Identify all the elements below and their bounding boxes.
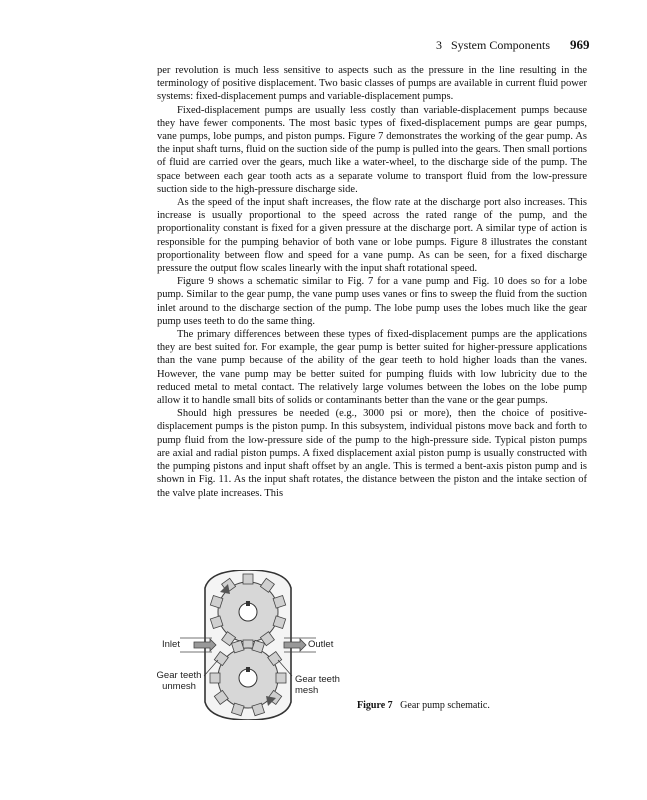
inlet-label: Inlet [162, 639, 180, 650]
paragraph: Should high pressures be needed (e.g., 3000 psi or more), then the choice of positive-displacement pumps is the piston pump. In this subsystem, individual pistons move back and forth to pump fluid from the low-pressure side of the pump to the high-pressure side. Typical piston pumps are axial and radial piston pumps. A fixed displacement axial piston pump is usually constructed with the pumping pistons and input shaft offset by an angle. This is termed a bent-axis piston pump and is shown in Fig. 11. As the input shaft rotates, the distance between the piston and the intake section of the valve plate increases. This [157, 408, 587, 499]
section-title: 3 System Components [436, 38, 551, 52]
inlet-port [180, 638, 216, 652]
running-header [0, 38, 647, 54]
paragraph: Figure 9 shows a schematic similar to Fig. 7 for a vane pump and Fig. 10 does so for a lobe pump. Similar to the gear pump, the vane pump uses vanes or fins to sweep the fluid from the suction inlet around to the discharge section of the pump. The lobe pump uses the lobes much like the gear pump uses teeth to do the same thing. [157, 276, 587, 327]
paragraph: As the speed of the input shaft increases, the flow rate at the discharge port also increases. This increase is usually proportional to the speed across the rated range of the pump, and the proportionality constant is fixed for a given pressure at the discharge port. A similar type of action is responsible for the pumping behavior of both vane or lobe pumps. Figure 8 illustrates the constant proportionality between flow and speed for a vane pump. As can be seen, for a fixed discharge pressure the output flow scales linearly with the input shaft rotational speed. [157, 197, 587, 275]
figure-number: Figure 7 [357, 700, 393, 711]
page-number: 969 [570, 37, 590, 52]
unmesh-label: Gear teeth unmesh [156, 670, 202, 692]
body-text [157, 64, 587, 500]
gear-pump-figure [150, 570, 360, 720]
paragraph: per revolution is much less sensitive to aspects such as the pressure in the line resulting in the terminology of positive displacement. Two basic classes of pumps are available in current fluid power systems: fixed-displacement pumps and variable-displacement pumps. [157, 65, 587, 103]
figure-caption [357, 700, 490, 711]
figure-caption-text: Gear pump schematic. [400, 700, 490, 711]
paragraph: Fixed-displacement pumps are usually less costly than variable-displacement pumps because they have fewer components. The most basic types of fixed-displacement pumps are gear pumps, vane pumps, lobe pumps, and piston pumps. Figure 7 demonstrates the working of the gear pump. As the input shaft turns, fluid on the suction side of the pump is pulled into the gears. Then small portions of fluid are carried over the gears, much like a water-wheel, to the discharge side of the pump. The space between each gear tooth acts as a separate volume to transport fluid from the low-pressure suction side to the high-pressure discharge side. [157, 104, 587, 195]
mesh-label: Gear teeth mesh [295, 674, 340, 696]
paragraph: The primary differences between these types of fixed-displacement pumps are the applications they are best suited for. For example, the gear pump is better suited for higher-pressure applications than the vane pump because of the ability of the gear teeth to hold higher loads than the vanes. However, the vane pump may be better suited for pumping fluids with low lubricity due to the reduced metal to metal contact. The relatively large volumes between the lobes on the lobe pump allow it to handle small bits of solids or contaminants better than the vane or the gear pumps. [157, 329, 587, 407]
outlet-label: Outlet [308, 639, 334, 650]
